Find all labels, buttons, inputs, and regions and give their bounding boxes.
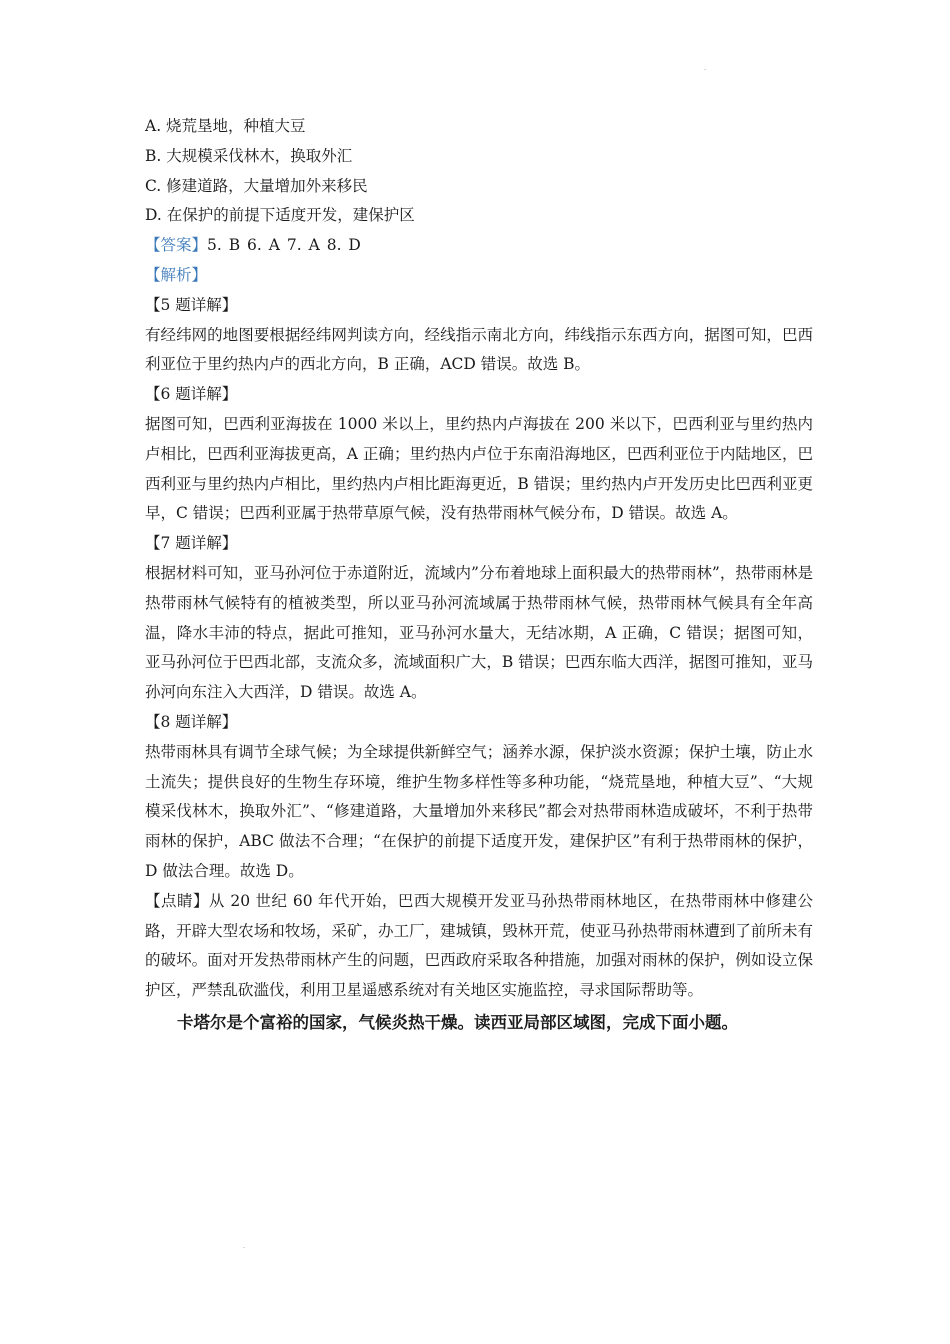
answer-label: 【答案】 (145, 236, 208, 255)
q8-heading: 【8 题详解】 (145, 712, 238, 731)
q6-heading: 【6 题详解】 (145, 385, 238, 404)
document-content (145, 112, 813, 1054)
q6-explanation: 据图可知，巴西利亚海拔在 1000 米以上，里约热内卢海拔在 200 米以下，巴西利亚与里约热内卢相比，巴西利亚海拔更高，A 正确；里约热内卢位于东南沿海地区，巴西利亚位于内陆地区，巴西利亚与里约热内卢相比，里约热内卢相比距海更近，B 错误；里约热内卢开发历史比巴西利亚更早，C 错误；巴西利亚属于热带草原气候，没有热带雨林气候分布，D 错误。故选 A。 (145, 414, 813, 523)
q7-explanation: 根据材料可知，亚马孙河位于赤道附近，流域内”分布着地球上面积最大的热带雨林”，热带雨林是热带雨林气候特有的植被类型，所以亚马孙河流域属于热带雨林气候，热带雨林气候具有全年高温，降水丰沛的特点，据此可推知，亚马孙河水量大，无结冰期，A 正确，C 错误；据图可知，亚马孙河位于巴西北部，支流众多，流域面积广大，B 错误；巴西东临大西洋，据图可推知，亚马孙河向东注入大西洋，D 错误。故选 A。 (145, 563, 813, 702)
q8-explanation: 热带雨林具有调节全球气候；为全球提供新鲜空气；涵养水源，保护淡水资源；保护土壤，防止水土流失；提供良好的生物生存环境，维护生物多样性等多种功能，“烧荒垦地，种植大豆”、“大规模采伐林木，换取外汇”、“修建道路，大量增加外来移民”都会对热带雨林造成破坏，不利于热带雨林的保护，ABC 做法不合理；“在保护的前提下适度开发，建保护区”有利于热带雨林的保护，D 做法合理。故选 D。 (145, 742, 813, 880)
q5-explanation: 有经纬网的地图要根据经纬网判读方向，经线指示南北方向，纬线指示东西方向，据图可知，巴西利亚位于里约热内卢的西北方向，B 正确，ACD 错误。故选 B。 (145, 325, 813, 374)
next-question-intro: 卡塔尔是个富裕的国家，气候炎热干燥。读西亚局部区域图，完成下面小题。 (177, 1012, 738, 1032)
option-c: C. 修建道路，大量增加外来移民 (145, 176, 368, 195)
analysis-label: 【解析】 (145, 265, 208, 284)
tip-paragraph: 【点睛】从 20 世纪 60 年代开始，巴西大规模开发亚马孙热带雨林地区，在热带雨林中修建公路，开辟大型农场和牧场，采矿，办工厂，建城镇，毁林开荒，使亚马孙热带雨林遭到了前所未有的破坏。面对开发热带雨林产生的问题，巴西政府采取各种措施，加强对雨林的保护，例如设立保护区，严禁乱砍滥伐，利用卫星遥感系统对有关地区实施监控，寻求国际帮助等。 (145, 891, 813, 1000)
q7-heading: 【7 题详解】 (145, 534, 238, 553)
q5-heading: 【5 题详解】 (145, 295, 238, 314)
option-a: A. 烧荒垦地，种植大豆 (145, 117, 306, 135)
scan-dot-top: · (704, 66, 707, 74)
option-d: D. 在保护的前提下适度开发，建保护区 (145, 206, 415, 225)
option-b: B. 大规模采伐林木，换取外汇 (145, 146, 353, 165)
answer-values: 5. B 6. A 7. A 8. D (207, 236, 361, 255)
answer-line (145, 231, 813, 261)
scan-dot-bottom: · (243, 1244, 246, 1252)
